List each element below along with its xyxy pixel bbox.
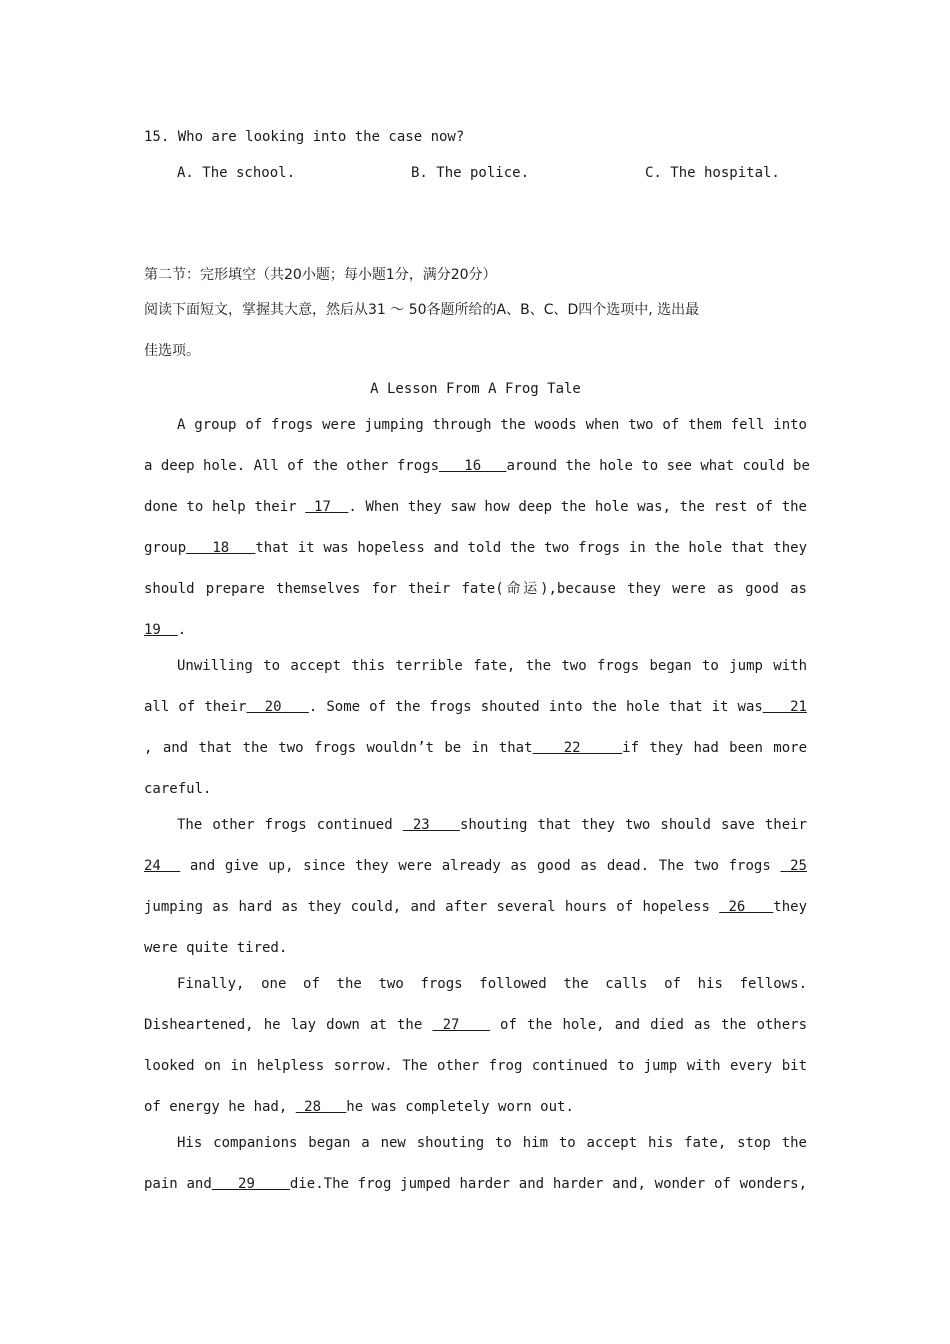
text: pain and [144, 1176, 212, 1192]
blank-18: 18 [186, 540, 256, 556]
passage-line: looked on in helpless sorrow. The other frog continued to jump with every bit [144, 1058, 807, 1074]
text: around the hole to see what could be [506, 458, 810, 474]
text: of energy he had, [144, 1099, 296, 1115]
blank-29: 29 [211, 1176, 290, 1192]
question-15-stem: 15. Who are looking into the case now? [144, 129, 465, 145]
blank-21: 21 [762, 699, 807, 715]
blank-17: 17 [305, 499, 349, 515]
text: . Some of the frogs shouted into the hole that it was [308, 699, 763, 715]
passage-line [144, 1015, 807, 1035]
text: . When they saw how deep the hole was, the rest of the [348, 499, 807, 515]
text: that it was hopeless and told the two frogs in the hole that they [255, 540, 807, 556]
text: group [144, 540, 187, 556]
text: The other frogs continued [177, 817, 403, 833]
blank-23: 23 [402, 817, 460, 833]
passage-line [144, 697, 807, 717]
blank-25: 25 [780, 858, 807, 874]
section-heading: 第二节：完形填空（共20小题；每小题1分，满分20分） [144, 267, 497, 283]
passage-line [144, 856, 807, 876]
blank-19: 19 [144, 622, 178, 638]
blank-28: 28 [295, 1099, 347, 1115]
passage-line [144, 897, 807, 917]
passage-line: should prepare themselves for their fate(命运),because they were as good as [144, 581, 807, 597]
section-instruction-cont: 佳选项。 [144, 343, 200, 359]
option-a: A. The school. [177, 165, 296, 181]
blank-24: 24 [144, 858, 181, 874]
text: of the hole, and died as the others [489, 1017, 808, 1033]
text: they [773, 899, 807, 915]
blank-16: 16 [439, 458, 507, 474]
passage-line [144, 620, 807, 640]
option-c: C. The hospital. [645, 165, 780, 181]
passage-line [144, 538, 807, 558]
passage-line: Unwilling to accept this terrible fate, the two frogs began to jump with [177, 658, 807, 674]
blank-27: 27 [432, 1017, 490, 1033]
blank-20: 20 [246, 699, 309, 715]
passage-line: Finally, one of the two frogs followed the calls of his fellows. [177, 976, 807, 992]
passage-title: A Lesson From A Frog Tale [370, 381, 581, 397]
section-instruction: 阅读下面短文，掌握其大意，然后从31 ～ 50各题所给的A、B、C、D四个选项中, 选出最 [144, 302, 700, 318]
text: . [177, 622, 187, 638]
blank-22: 22 [532, 740, 623, 756]
text: jumping as hard as they could, and after several hours of hopeless [144, 899, 720, 915]
text: all of their [144, 699, 247, 715]
text: he was completely worn out. [346, 1099, 574, 1115]
passage-line: careful. [144, 781, 212, 797]
text: a deep hole. All of the other frogs [144, 458, 440, 474]
blank-26: 26 [719, 899, 774, 915]
text: shouting that they two should save their [459, 817, 807, 833]
passage-line [144, 815, 807, 835]
passage-line [144, 497, 807, 517]
text: if they had been more [622, 740, 807, 756]
text: , and that the two frogs wouldn’t be in that [144, 740, 533, 756]
passage-line: were quite tired. [144, 940, 288, 956]
text: and give up, since they were already as good as dead. The two frogs [180, 858, 781, 874]
option-b: B. The police. [411, 165, 530, 181]
passage-line [144, 456, 810, 476]
text: done to help their [144, 499, 306, 515]
passage-line [144, 1097, 807, 1117]
text: Disheartened, he lay down at the [144, 1017, 433, 1033]
passage-line [144, 1174, 807, 1194]
passage-line: A group of frogs were jumping through the woods when two of them fell into [177, 417, 807, 433]
passage-line: His companions began a new shouting to him to accept his fate, stop the [177, 1135, 807, 1151]
text: die.The frog jumped harder and harder and, wonder of wonders, [289, 1176, 808, 1192]
passage-line [144, 738, 807, 758]
